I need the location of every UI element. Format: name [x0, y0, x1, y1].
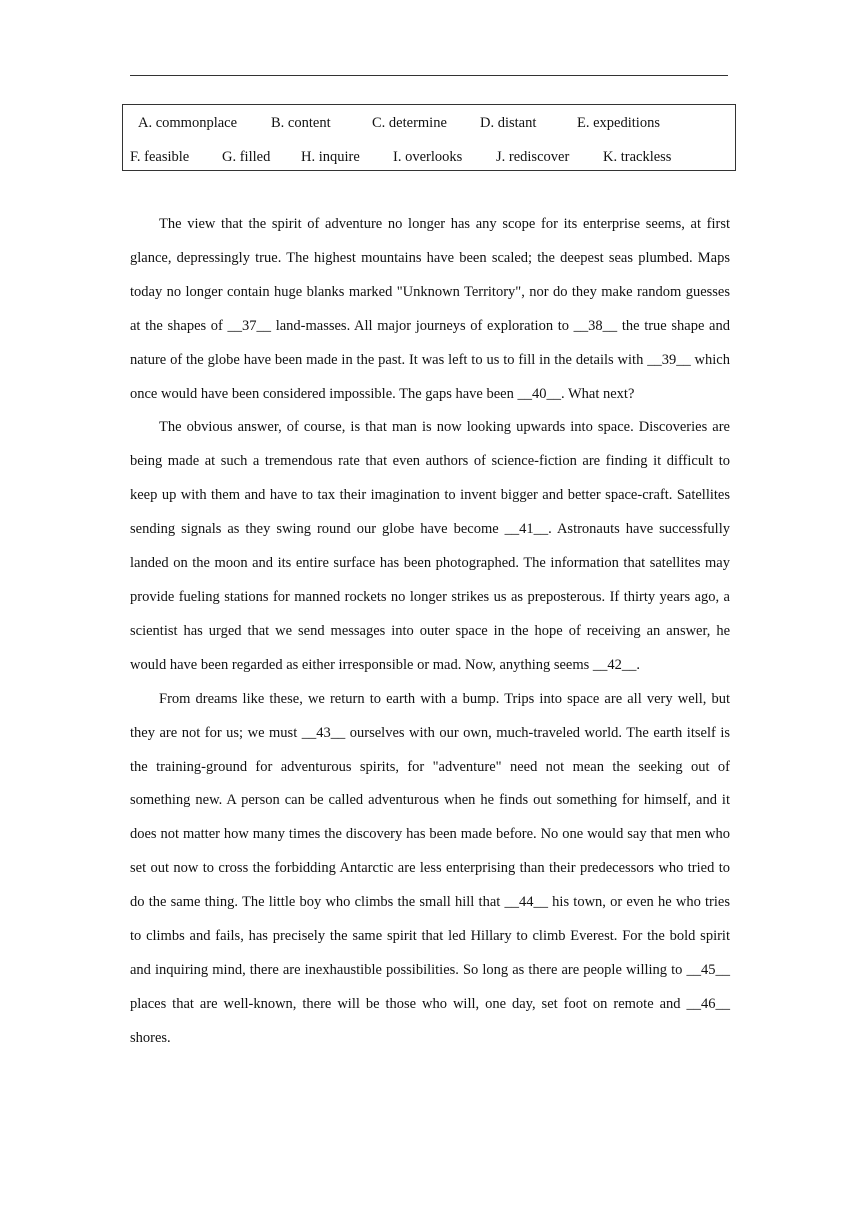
word-option-k: K. trackless — [603, 149, 672, 165]
word-option-a: A. commonplace — [138, 115, 238, 131]
word-option-i: I. overlooks — [393, 149, 463, 165]
word-option-g: G. filled — [222, 149, 271, 165]
word-bank-row — [123, 113, 735, 133]
word-option-c: C. determine — [372, 115, 447, 131]
header-rule — [130, 75, 728, 76]
word-bank-row — [123, 147, 735, 167]
word-option-e: E. expeditions — [577, 115, 660, 131]
passage-paragraph-3: From dreams like these, we return to earth with a bump. Trips into space are all very well, but they are not for us; we must __43__ ourselves with our own, much-traveled world. The earth itself is the training-ground for adventurous spirits, for "adventure" need not mean the seeking out of something new. A person can be called adventurous when he finds out something for himself, and it does not matter how many times the discovery has been made before. No one would say that men who set out now to cross the forbidding Antarctic are less enterprising than their predecessors who tried to do the same thing. The little boy who climbs the small hill that __44__ his town, or even he who tries to climbs and fails, has precisely the same spirit that led Hillary to climb Everest. For the bold spirit and inquiring mind, there are inexhaustible possibilities. So long as there are people willing to __45__ places that are well-known, there will be those who will, one day, set foot on remote and __46__ shores. — [130, 690, 730, 1046]
word-option-f: F. feasible — [130, 149, 190, 165]
word-option-b: B. content — [271, 115, 331, 131]
passage-paragraph-1: The view that the spirit of adventure no longer has any scope for its enterprise seems, at first glance, depressingly true. The highest mountains have been scaled; the deepest seas plumbed. Maps today no longer contain huge blanks marked "Unknown Territory", nor do they make random guesses at the shapes of __37__ land-masses. All major journeys of exploration to __38__ the true shape and nature of the globe have been made in the past. It was left to us to fill in the details with __39__ which once would have been considered impossible. The gaps have been __40__. What next? — [130, 216, 730, 402]
word-option-d: D. distant — [480, 115, 537, 131]
word-bank-box — [122, 104, 736, 171]
word-option-j: J. rediscover — [496, 149, 570, 165]
passage-paragraph-2: The obvious answer, of course, is that man is now looking upwards into space. Discoveries are being made at such a tremendous rate that even authors of science-fiction are finding it difficult to keep up with them and have to tax their imagination to invent bigger and better space-craft. Satellites sending signals as they swing round our globe have become __41__. Astronauts have successfully landed on the moon and its entire surface has been photographed. The information that satellites may provide fueling stations for manned rockets no longer strikes us as preposterous. If thirty years ago, a scientist has urged that we send messages into outer space in the hope of receiving an answer, he would have been regarded as either irresponsible or mad. Now, anything seems __42__. — [130, 419, 730, 673]
word-option-h: H. inquire — [301, 149, 360, 165]
passage — [130, 208, 730, 1056]
